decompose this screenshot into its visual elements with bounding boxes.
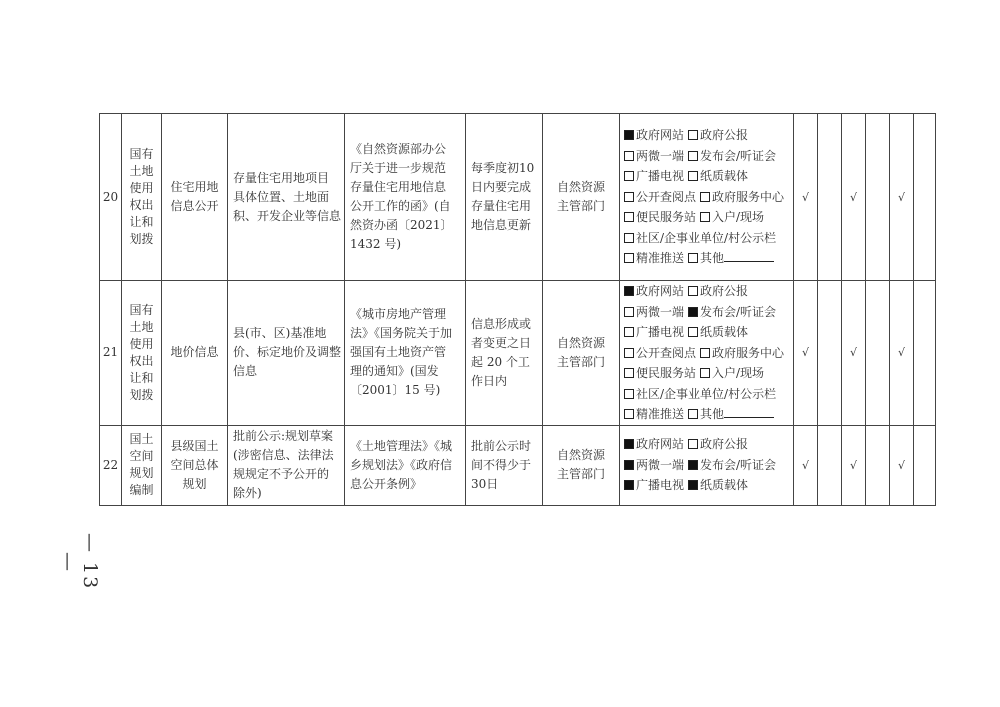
unchecked-box-icon (700, 348, 710, 358)
row-number: 21 (102, 345, 119, 360)
unchecked-box-icon (688, 171, 698, 181)
category-line: 权出 (129, 353, 154, 368)
mark-cell (842, 114, 866, 281)
unchecked-box-icon (624, 409, 634, 419)
channel-option (688, 434, 748, 455)
channel-option (688, 404, 774, 425)
unchecked-box-icon (624, 233, 634, 243)
channel-label: 政府公报 (700, 437, 749, 452)
unchecked-box-icon (624, 192, 634, 202)
channel-label: 政府服务中心 (712, 345, 785, 360)
department-line: 主管部门 (556, 354, 605, 369)
basis-line: 〔2001〕15 号) (350, 383, 441, 398)
timeline-line: 存量住宅用 (471, 199, 532, 213)
category-line: 国有 (129, 302, 154, 317)
unchecked-box-icon (700, 212, 710, 222)
channel-line (624, 207, 789, 228)
content-cell (228, 281, 345, 426)
category-cell (122, 425, 162, 505)
table-row (100, 425, 936, 505)
channel-label: 公开查阅点 (636, 345, 697, 360)
unchecked-box-icon (688, 151, 698, 161)
channel-option (688, 322, 748, 343)
channel-option (688, 475, 748, 496)
unchecked-box-icon (688, 409, 698, 419)
channel-option (700, 187, 784, 208)
channel-label: 社区/企事业单位/村公示栏 (636, 230, 777, 245)
mark-cell (890, 114, 914, 281)
unchecked-box-icon (624, 253, 634, 263)
unchecked-box-icon (688, 439, 698, 449)
department-cell (543, 281, 620, 426)
content-line: 价、标定地价及调整 (233, 345, 342, 360)
category-line: 国土 (129, 432, 154, 446)
channel-line (624, 475, 789, 496)
category-line: 权出 (129, 198, 154, 212)
timeline-line: 起 20 个工 (471, 354, 530, 369)
mark-cell (914, 114, 936, 281)
check-mark-icon: √ (849, 346, 857, 360)
channel-option (624, 384, 776, 405)
mark-cell (842, 425, 866, 505)
channel-label: 精准推送 (636, 407, 685, 421)
channel-line (624, 146, 789, 167)
content-line: 规规定不予公开的 (233, 467, 330, 481)
channel-option (624, 166, 684, 187)
checked-box-icon (624, 480, 634, 490)
channel-label: 便民服务站 (636, 366, 697, 380)
unchecked-box-icon (700, 368, 710, 378)
channels-cell (620, 425, 794, 505)
category-line: 规划 (129, 466, 154, 480)
department-line: 主管部门 (556, 199, 605, 213)
basis-line: 《自然资源部办公 (350, 142, 447, 156)
channel-label: 政府网站 (636, 128, 685, 143)
mark-cell (866, 281, 890, 426)
department-line: 自然资源 (556, 335, 605, 350)
channel-label: 公开查阅点 (636, 189, 697, 204)
item-line: 住宅用地 (170, 180, 219, 194)
row-number-cell (100, 114, 122, 281)
channel-line (624, 455, 789, 476)
channel-line (624, 434, 789, 455)
check-mark-icon: √ (897, 458, 905, 472)
row-number-cell (100, 281, 122, 426)
item-line: 地价信息 (170, 345, 219, 360)
channel-option (700, 363, 764, 384)
channel-option (624, 248, 684, 269)
timeline-line: 地信息更新 (471, 218, 532, 232)
channel-line (624, 384, 789, 405)
channel-label: 其他 (700, 251, 725, 266)
mark-cell (842, 281, 866, 426)
unchecked-box-icon (624, 348, 634, 358)
channel-option (688, 302, 776, 323)
basis-cell (345, 425, 466, 505)
category-line: 土地 (129, 319, 154, 334)
basis-cell (345, 114, 466, 281)
category-line: 编制 (129, 483, 154, 497)
basis-line: 强国有土地资产管 (350, 345, 447, 360)
channel-label: 广播电视 (636, 169, 685, 184)
basis-line: 《土地管理法》《城 (350, 438, 453, 453)
channel-label: 政府公报 (700, 284, 749, 298)
channel-option (624, 281, 684, 302)
department-line: 主管部门 (556, 467, 605, 481)
channel-option (624, 475, 684, 496)
content-cell (228, 425, 345, 505)
item-line: 县级国土 (170, 438, 219, 453)
mark-cell (818, 281, 842, 426)
check-mark-icon: √ (849, 458, 857, 472)
channel-option (700, 343, 784, 364)
channel-option (624, 302, 684, 323)
content-line: (涉密信息、法律法 (233, 448, 334, 462)
channels-cell (620, 281, 794, 426)
category-line: 空间 (129, 449, 154, 463)
department-line: 自然资源 (556, 180, 605, 194)
channel-label: 入户/现场 (712, 366, 765, 380)
channel-label: 发布会/听证会 (700, 457, 777, 472)
channel-option (624, 146, 684, 167)
mark-cell (890, 425, 914, 505)
channel-label: 广播电视 (636, 478, 685, 493)
channel-label: 政府网站 (636, 284, 685, 298)
mark-cell (866, 425, 890, 505)
channel-label: 发布会/听证会 (700, 148, 777, 163)
content-line: 积、开发企业等信息 (233, 208, 342, 223)
timeline-line: 作日内 (471, 373, 508, 388)
channel-label: 两微一端 (636, 457, 685, 472)
channels-cell (620, 114, 794, 281)
mark-cell (866, 114, 890, 281)
check-mark-icon: √ (801, 458, 809, 472)
checked-box-icon (624, 460, 634, 470)
checked-box-icon (624, 439, 634, 449)
department-cell (543, 425, 620, 505)
timeline-line: 间不得少于 (471, 457, 532, 472)
unchecked-box-icon (624, 389, 634, 399)
timeline-cell (466, 281, 543, 426)
check-mark-icon: √ (897, 346, 905, 360)
channel-label: 政府服务中心 (712, 189, 785, 204)
checked-box-icon (624, 286, 634, 296)
channel-line (624, 248, 789, 269)
check-mark-icon: √ (849, 190, 857, 204)
timeline-line: 日内要完成 (471, 180, 532, 194)
unchecked-box-icon (688, 253, 698, 263)
mark-cell (818, 425, 842, 505)
channel-option (688, 248, 774, 269)
channel-label: 政府网站 (636, 437, 685, 452)
category-line: 使用 (129, 336, 154, 351)
department-line: 自然资源 (556, 448, 605, 462)
basis-line: 然资办函〔2021〕 (350, 218, 453, 232)
mark-cell (794, 425, 818, 505)
content-line: 除外) (233, 486, 262, 500)
category-cell (122, 114, 162, 281)
channel-line (624, 281, 789, 302)
channel-option (688, 281, 748, 302)
channel-label: 其他 (700, 407, 725, 421)
content-line: 信息 (233, 364, 258, 379)
basis-cell (345, 281, 466, 426)
table-row (100, 281, 936, 426)
channel-line (624, 322, 789, 343)
channel-option (688, 146, 776, 167)
channel-line (624, 228, 789, 249)
channel-line (624, 125, 789, 146)
category-line: 划拨 (129, 232, 154, 246)
unchecked-box-icon (624, 212, 634, 222)
channel-line (624, 302, 789, 323)
basis-line: 法》《国务院关于加 (350, 326, 453, 341)
channel-line (624, 404, 789, 425)
category-cell (122, 281, 162, 426)
channel-label: 纸质载体 (700, 478, 749, 493)
unchecked-box-icon (688, 286, 698, 296)
page-number: — 13 — (57, 533, 101, 591)
channel-option (700, 207, 764, 228)
category-line: 国有 (129, 147, 154, 161)
checked-box-icon (688, 480, 698, 490)
channel-label: 便民服务站 (636, 210, 697, 225)
timeline-line: 每季度初10 (471, 161, 535, 175)
channel-line (624, 363, 789, 384)
timeline-line: 者变更之日 (471, 335, 532, 350)
row-number-cell (100, 425, 122, 505)
unchecked-box-icon (624, 368, 634, 378)
basis-line: 息公开条例》 (350, 476, 423, 491)
channel-option (624, 322, 684, 343)
channel-option (624, 343, 696, 364)
timeline-line: 信息形成或 (471, 316, 532, 331)
basis-line: 厅关于进一步规范 (350, 161, 447, 175)
timeline-line: 批前公示时 (471, 438, 532, 453)
department-cell (543, 114, 620, 281)
content-line: 批前公示:规划草案 (233, 429, 334, 443)
channel-option (624, 228, 776, 249)
mark-cell (914, 281, 936, 426)
mark-cell (890, 281, 914, 426)
channel-option (624, 125, 684, 146)
unchecked-box-icon (624, 327, 634, 337)
channel-label: 广播电视 (636, 325, 685, 339)
channel-label: 两微一端 (636, 148, 685, 163)
unchecked-box-icon (624, 171, 634, 181)
basis-line: 公开工作的函》(自 (350, 199, 451, 213)
category-line: 使用 (129, 181, 154, 195)
channel-option (688, 125, 748, 146)
category-line: 让和 (129, 370, 154, 385)
fill-in-blank (724, 250, 774, 262)
channel-label: 两微一端 (636, 304, 685, 319)
channel-option (624, 455, 684, 476)
mark-cell (818, 114, 842, 281)
channel-line (624, 187, 789, 208)
channel-line (624, 343, 789, 364)
basis-line: 理的通知》(国发 (350, 364, 439, 379)
item-line: 空间总体 (170, 457, 219, 472)
channel-label: 入户/现场 (712, 210, 765, 225)
unchecked-box-icon (700, 192, 710, 202)
channel-label: 社区/企事业单位/村公示栏 (636, 386, 777, 401)
basis-line: 1432 号) (350, 237, 402, 251)
channel-option (624, 434, 684, 455)
category-line: 土地 (129, 164, 154, 178)
basis-line: 存量住宅用地信息 (350, 180, 447, 194)
checked-box-icon (688, 307, 698, 317)
row-number: 22 (102, 457, 119, 472)
channel-option (624, 187, 696, 208)
category-line: 划拨 (129, 387, 154, 402)
item-cell (162, 425, 228, 505)
timeline-cell (466, 114, 543, 281)
unchecked-box-icon (688, 327, 698, 337)
channel-label: 精准推送 (636, 251, 685, 266)
channel-label: 纸质载体 (700, 169, 749, 184)
item-line: 规划 (182, 476, 207, 491)
content-line: 存量住宅用地项目 (233, 170, 330, 185)
channel-label: 发布会/听证会 (700, 304, 777, 319)
item-cell (162, 281, 228, 426)
channel-option (688, 455, 776, 476)
channel-label: 纸质载体 (700, 325, 749, 339)
fill-in-blank (724, 406, 774, 418)
timeline-line: 30日 (471, 476, 499, 491)
channel-option (624, 404, 684, 425)
disclosure-table (99, 113, 936, 506)
channel-option (688, 166, 748, 187)
item-line: 信息公开 (170, 199, 219, 213)
timeline-cell (466, 425, 543, 505)
basis-line: 《城市房地产管理 (350, 307, 447, 322)
mark-cell (914, 425, 936, 505)
mark-cell (794, 114, 818, 281)
channel-label: 政府公报 (700, 128, 749, 143)
checked-box-icon (624, 130, 634, 140)
mark-cell (794, 281, 818, 426)
category-line: 让和 (129, 215, 154, 229)
table-row (100, 114, 936, 281)
content-line: 县(市、区)基准地 (233, 326, 327, 341)
channel-option (624, 363, 696, 384)
row-number: 20 (102, 189, 119, 204)
unchecked-box-icon (624, 151, 634, 161)
item-cell (162, 114, 228, 281)
unchecked-box-icon (624, 307, 634, 317)
channel-option (624, 207, 696, 228)
channel-line (624, 166, 789, 187)
unchecked-box-icon (688, 130, 698, 140)
content-cell (228, 114, 345, 281)
basis-line: 乡规划法》《政府信 (350, 457, 453, 472)
content-line: 具体位置、土地面 (233, 189, 330, 204)
checked-box-icon (688, 460, 698, 470)
check-mark-icon: √ (801, 346, 809, 360)
check-mark-icon: √ (801, 190, 809, 204)
check-mark-icon: √ (897, 190, 905, 204)
